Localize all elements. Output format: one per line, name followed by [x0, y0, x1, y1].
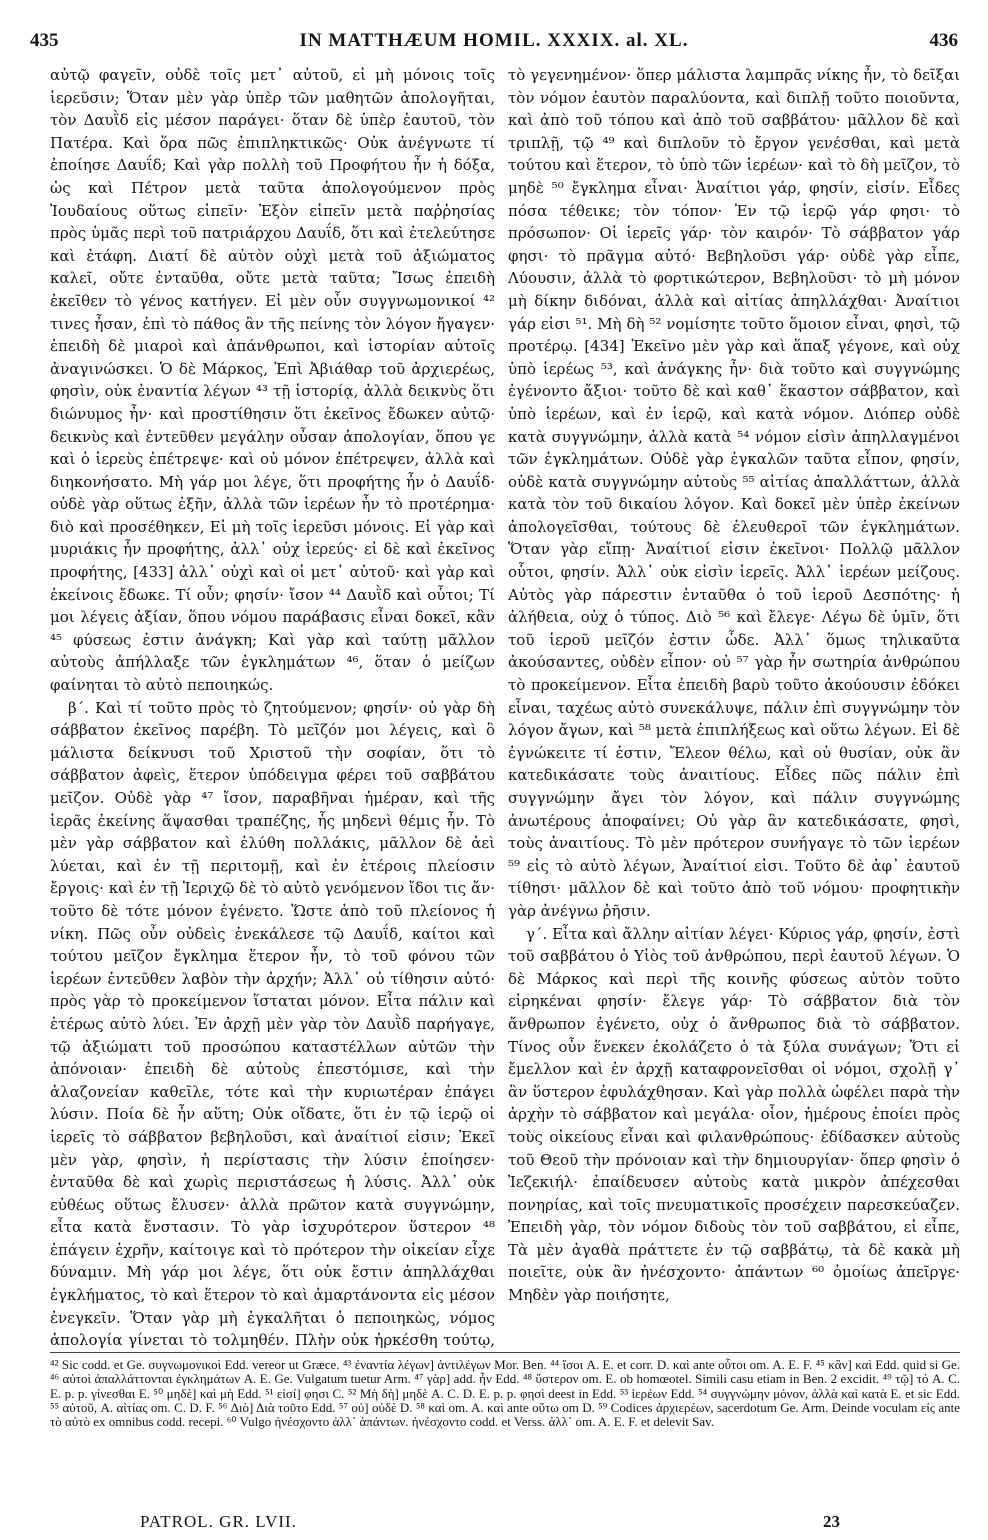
sheet-number: 23	[823, 1512, 840, 1531]
left-text-column	[50, 64, 495, 1349]
paragraph: αὐτῷ φαγεῖν, οὐδὲ τοῖς μετ᾽ αὐτοῦ, εἰ μὴ μόνοις τοῖς ἱερεῦσιν; Ὅταν μὲν γὰρ ὑπὲρ τῶν μαθητῶν ἀπολογῆται, τὸν Δαυῒδ εἰς μέσον παράγει· ὅταν δὲ ὑπὲρ ἑαυτοῦ, τὸν Πατέρα. Καὶ ὅρα πῶς ἐπιπληκτικῶς· Οὐκ ἀνέγνωτε τί ἐποίησε Δαυΐδ; Καὶ γὰρ πολλὴ τοῦ Προφήτου ἦν ἡ δόξα, ὡς καὶ Πέτρον μετὰ ταῦτα ἀπολογούμενον πρὸς Ἰουδαίους οὕτως εἰπεῖν· Ἐξὸν εἰπεῖν μετὰ παῤῥησίας πρὸς ὑμᾶς περὶ τοῦ πατριάρχου Δαυΐδ, ὅτι καὶ ἐτελεύτησε καὶ ἐτάφη. Διατί δὲ αὐτὸν οὐχὶ μετὰ τοῦ ἀξιώματος καλεῖ, οὔτε ἐνταῦθα, οὔτε μετὰ ταῦτα; Ἴσως ἐπειδὴ ἐκεῖθεν τὸ γένος κατήγεν. Εἰ μὲν οὖν συγγνωμονικοί ⁴² τινες ἦσαν, ἐπὶ τὸ πάθος ἂν τῆς πείνης τὸν λόγον ἤγαγεν· ἐπειδὴ δὲ μιαροὶ καὶ ἀπάνθρωποι, καὶ ἱστορίαν αὐτοῖς ἀναγινώσκει. Ὁ δὲ Μάρκος, Ἐπὶ Ἀβιάθαρ τοῦ ἀρχιερέως, φησὶν, οὐκ ἐναντία λέγων ⁴³ τῇ ἱστορίᾳ, ἀλλὰ δεικνὺς ὅτι διώνυμος ἦν· καὶ προστίθησιν ὅτι ἐκεῖνος ἔδωκεν αὐτῷ· δεικνὺς καὶ ἐντεῦθεν μεγάλην οὖσαν ἀπολογίαν, ὅπου γε καὶ ὁ ἱερεὺς ἐπέτρεψε· καὶ οὐ μόνον ἐπέτρεψεν, ἀλλὰ καὶ διηκονήσατο. Μὴ γάρ μοι λέγε, ὅτι προφήτης ἦν ὁ Δαυΐδ· οὐδὲ γὰρ οὕτως ἐξῆν, ἀλλὰ τῶν ἱερέων ἦν τὸ προτέρημα· διὸ καὶ προσέθηκεν, Εἰ μὴ τοῖς ἱερεῦσι μόνοις. Εἰ γὰρ καὶ μυριάκις ἦν προφήτης, ἀλλ᾽ οὐχ ἱερεύς· εἰ δὲ καὶ ἐκεῖνος προφήτης, [433] ἀλλ᾽ οὐχὶ καὶ οἱ μετ᾽ αὐτοῦ· καὶ γὰρ καὶ ἐκείνοις ἔδωκε. Τί οὖν; φησίν· ἴσον ⁴⁴ Δαυῒδ καὶ οὗτοι; Τί μοι λέγεις ἀξίαν, ὅπου νόμου παράβασις εἶναι δοκεῖ, κἂν ⁴⁵ φύσεως ἐστιν ἀνάγκη; Καὶ γὰρ καὶ ταύτῃ μᾶλλον αὐτοὺς ἀπήλλαξε τῶν ἐγκλημάτων ⁴⁶, ὅταν ὁ μείζων φαίνηται τὸ αὐτὸ πεποιηκώς.	[50, 66, 495, 695]
paragraph: β΄. Καὶ τί τοῦτο πρὸς τὸ ζητούμενον; φησίν· οὐ γὰρ δὴ σάββατον ἐκεῖνος παρέβη. Τὸ μεῖζόν μοι λέγεις, καὶ ὃ μάλιστα δείκνυσι τοῦ Χριστοῦ τὴν σοφίαν, ὅτι τὸ σάββατον ἀφεὶς, ἕτερον ὑπόδειγμα φέρει τοῦ σαββάτου μεῖζον. Οὐδὲ γὰρ ⁴⁷ ἴσον, παραβῆναι ἡμέραν, καὶ τῆς ἱερᾶς ἐκείνης ἅψασθαι τραπέζης, ἧς μηδενὶ θέμις ἦν. Τὸ μὲν γὰρ σάββατον καὶ ἐλύθη πολλάκις, μᾶλλον δὲ ἀεὶ λύεται, καὶ ἐν τῇ περιτομῇ, καὶ ἐν ἑτέροις πλείοσιν ἔργοις· καὶ ἐν τῇ Ἱεριχῷ δὲ τὸ αὐτὸ γενόμενον ἴδοι τις ἄν· τοῦτο δὲ τότε μόνον ἐγένετο. Ὥστε ἀπὸ τοῦ πλείονος ἡ νίκη. Πῶς οὖν οὐδεὶς ἐνεκάλεσε τῷ Δαυΐδ, καίτοι καὶ τούτου μεῖζον ἔγκλημα ἕτερον ἦν, τὸ τοῦ φόνου τῶν ἱερέων ἐντεῦθεν λαβὸν τὴν ἀρχήν; Ἀλλ᾽ οὐ τίθησιν αὐτό· πρὸς γὰρ τὸ προκείμενον ἵσταται μόνον. Εἶτα πάλιν καὶ ἑτέρως αὐτὸ λύει. Ἐν ἀρχῇ μὲν γὰρ τὸν Δαυῒδ παρήγαγε, τῷ ἀξιώματι τοῦ προσώπου καταστέλλων αὐτῶν τὴν ἀπόνοιαν· ἐπειδὴ δὲ αὐτοὺς ἐπεστόμισε, καὶ τὴν ἀλαζονείαν καθεῖλε, τότε καὶ τὴν κυριωτέραν ἐπάγει λύσιν. Ποία δὲ ἦν αὕτη; Οὐκ οἴδατε, ὅτι ἐν τῷ ἱερῷ οἱ ἱερεῖς τὸ σάββατον βεβηλοῦσι, καὶ ἀναίτιοί εἰσιν; Ἐκεῖ μὲν γὰρ, φησὶν, ἡ περίστασις τὴν λύσιν ἐποίησεν· ἐνταῦθα δὲ καὶ χωρὶς περιστάσεως ἡ λύσις. Ἀλλ᾽ οὐκ εὐθέως οὕτως ἔλυσεν· ἀλλὰ πρῶτον κατὰ συγγνώμην, εἶτα κατὰ ἔνστασιν. Τὸ γὰρ ἰσχυρότερον ὕστερον ⁴⁸ ἐπάγειν ἐχρῆν, καίτοιγε καὶ τὸ πρότερον τὴν οἰκείαν εἶχε δύναμιν. Μὴ γάρ μοι λέγε, ὅτι οὐκ ἔστιν ἀπηλλάχθαι ἐγκλήματος, τὸ καὶ ἕτερον τὸ καὶ ἁμαρτάνοντα εἰς μέσον ἐνεγκεῖν. Ὅταν γὰρ μὴ ἐγκαλῆται ὁ πεποιηκὼς, νόμος ἀπολογία γίνεται τὸ τολμηθέν. Πλὴν οὐκ ἠρκέσθη τούτῳ,	[50, 698, 495, 1349]
footnote-divider	[50, 1352, 960, 1353]
paragraph: γ΄. Εἶτα καὶ ἄλλην αἰτίαν λέγει· Κύριος γάρ, φησίν, ἐστὶ τοῦ σαββάτου ὁ Υἱὸς τοῦ ἀνθρώπου, περὶ ἑαυτοῦ λέγων. Ὁ δὲ Μάρκος καὶ περὶ τῆς κοινῆς φύσεως αὐτὸν τοῦτο εἰρηκέναι φησίν· ἔλεγε γάρ· Τὸ σάββατον διὰ τὸν ἄνθρωπον ἐγένετο, οὐχ ὁ ἄνθρωπος διὰ τὸ σάββατον. Τίνος οὖν ἕνεκεν ἐκολάζετο ὁ τὰ ξύλα συνάγων; Ὅτι εἰ ἔμελλον καὶ ἐν ἀρχῇ καταφρονεῖσθαι οἱ νόμοι, σχολῇ γ᾽ ἂν ὕστερον ἐφυλάχθησαν. Καὶ γὰρ πολλὰ ὠφέλει παρὰ τὴν ἀρχὴν τὸ σάββατον καὶ μεγάλα· οἷον, ἡμέρους ἐποίει πρὸς τοὺς οἰκείους εἶναι καὶ φιλανθρώπους· ἐδίδασκεν αὐτοὺς τοῦ Θεοῦ τὴν πρόνοιαν καὶ τὴν δημιουργίαν· ὅπερ φησὶν ὁ Ἰεζεκιήλ· ἐπαίδευσεν αὐτοὺς κατὰ μικρὸν ἀπέχεσθαι πονηρίας, καὶ τοῖς πνευματικοῖς προσέχειν παρεσκεύαζεν. Ἐπειδὴ γὰρ, τὸν νόμον διδοὺς τὸν τοῦ σαββάτου, εἰ εἶπε, Τὰ μὲν ἀγαθὰ πράττετε ἐν τῷ σαββάτῳ, τὰ δὲ κακὰ μὴ ποιεῖτε, οὐκ ἂν ἠνέσχοντο· ἁπάντων ⁶⁰ ὁμοίως ἀπεῖργε· Μηδὲν γὰρ ποιήσητε,	[508, 924, 960, 1305]
paragraph: τὸ γεγενημένον· ὅπερ μάλιστα λαμπρᾶς νίκης ἦν, τὸ δεῖξαι τὸν νόμον ἑαυτὸν παραλύοντα, καὶ διπλῇ τοῦτο ποιοῦντα, καὶ ἀπὸ τοῦ τόπου καὶ ἀπὸ τοῦ σαββάτου· μᾶλλον δὲ καὶ τριπλῇ, τῷ ⁴⁹ καὶ διπλοῦν τὸ ἔργον γενέσθαι, καὶ μετὰ τούτου καὶ ἕτερον, τὸ ὑπὸ τῶν ἱερέων· καὶ τὸ δὴ μεῖζον, τὸ μηδὲ ⁵⁰ ἔγκλημα εἶναι· Ἀναίτιοι γάρ, φησίν, εἰσίν. Εἶδες πόσα τέθεικε; τὸν τόπον· Ἐν τῷ ἱερῷ γάρ φησι· τὸ πρόσωπον· Οἱ ἱερεῖς γάρ· τὸν καιρόν· Τὸ σάββατον γάρ φησι· τὸ πρᾶγμα αὐτό· Βεβηλοῦσι γάρ· οὐδὲ γὰρ εἶπε, Λύουσιν, ἀλλὰ τὸ φορτικώτερον, Βεβηλοῦσι· τὸ μὴ μόνον μὴ δίκην διδόναι, ἀλλὰ καὶ αἰτίας ἀπηλλάχθαι· Ἀναίτιοι γάρ εἰσι ⁵¹. Μὴ δὴ ⁵² νομίσητε τοῦτο ὅμοιον εἶναι, φησὶ, τῷ προτέρῳ. [434] Ἐκεῖνο μὲν γὰρ καὶ ἅπαξ γέγονε, καὶ οὐχ ὑπὸ ἱερέως ⁵³, καὶ ἀνάγκης ἦν· διὰ τοῦτο καὶ συγγνώμης ἐγένοντο ἄξιοι· τοῦτο δὲ καὶ καθ᾽ ἕκαστον σάββατον, καὶ ὑπὸ ἱερέων, καὶ ἐν ἱερῷ, καὶ κατὰ νόμον. Διόπερ οὐδὲ κατὰ συγγνώμην, ἀλλὰ κατὰ ⁵⁴ νόμον εἰσὶν ἀπηλλαγμένοι τῶν ἐγκλημάτων. Οὐδὲ γὰρ ἐγκαλῶν ταῦτα εἶπον, φησίν, οὐδὲ κατὰ συγγνώμην αὐτοὺς ⁵⁵ αἰτίας ἀπαλλάττων, ἀλλὰ κατὰ τὸν τοῦ δικαίου λόγον. Καὶ δοκεῖ μὲν ὑπὲρ ἐκείνων ἀπολογεῖσθαι, τούτους δὲ ἐλευθεροῖ τῶν ἐγκλημάτων. Ὅταν γὰρ εἴπῃ· Ἀναίτιοί εἰσιν ἐκεῖνοι· Πολλῷ μᾶλλον οὗτοι, φησίν. Ἀλλ᾽ οὐκ εἰσὶν ἱερεῖς. Ἀλλ᾽ ἱερέων μείζους. Αὐτὸς γὰρ πάρεστιν ἐνταῦθα ὁ τοῦ ἱεροῦ Δεσπότης· ἡ ἀλήθεια, οὐχ ὁ τύπος. Διὸ ⁵⁶ καὶ ἔλεγε· Λέγω δὲ ὑμῖν, ὅτι τοῦ ἱεροῦ μεῖζόν ἐστιν ὧδε. Ἀλλ᾽ ὅμως τηλικαῦτα ἀκούσαντες, οὐδὲν εἶπον· οὐ ⁵⁷ γὰρ ἦν σωτηρία ἀνθρώπου τὸ προκείμενον. Εἶτα ἐπειδὴ βαρὺ τοῦτο ἀκούουσιν ἐδόκει εἶναι, ταχέως αὐτὸ συνεκάλυψε, πάλιν ἐπὶ συγγνώμην τὸν λόγον ἄγων, καὶ ⁵⁸ μετὰ ἐπιπλήξεως καὶ οὕτω λέγων. Εἰ δὲ ἐγνώκειτε τί ἐστιν, Ἔλεον θέλω, καὶ οὐ θυσίαν, οὐκ ἂν κατεδικάσατε τοὺς ἀναιτίους. Εἶδες πῶς πάλιν ἐπὶ συγγνώμην ἄγει τὸν λόγον, καὶ πάλιν συγγνώμης ἀνωτέρους ἀποφαίνει; Οὐ γὰρ ἂν κατεδικάσατε, φησὶ, τοὺς ἀναιτίους. Τὸ μὲν πρότερον συνήγαγε τὸ τῶν ἱερέων ⁵⁹ εἰς τὸ αὐτὸ λέγων, Ἀναίτιοί εἰσι. Τοῦτο δὲ ἀφ᾽ ἑαυτοῦ τίθησι· μᾶλλον δὲ καὶ τοῦτο ἀπὸ τοῦ νόμου· προφητικὴν γὰρ ἀνέγνω ῥῆσιν.	[508, 66, 960, 920]
running-title: IN MATTHÆUM HOMIL. XXXIX. al. XL.	[299, 30, 689, 51]
signature-mark: PATROL. GR. LVII.	[140, 1512, 297, 1531]
right-text-column	[508, 64, 960, 1349]
page-number-left: 435	[30, 30, 59, 51]
footnotes: ⁴² Sic codd. et Ge. συγνωμονικοὶ Edd. vereor ut Græce. ⁴³ ἐναντία λέγων] ἀντιλέγων Mor. Ben. ⁴⁴ ἴσοι A. E. et corr. D. καὶ ante οὗτοι om. A. E. F. ⁴⁵ κἂν] καὶ Edd. quid si Ge. ⁴⁶ αὐτοὶ ἀπαλλάττονται ἐγκλημάτων A. E. Ge. Vulgatum tuetur Arm. ⁴⁷ γὰρ] add. ἦν Edd. ⁴⁸ ὕστερον om. E. ob homœotel. Simili casu etiam in Ben. 2 excidit. ⁴⁹ τῷ] τό A. C. E. p. p. γίνεσθαι E. ⁵⁰ μηδὲ] καὶ μὴ Edd. ⁵¹ εἰσί] φησι C. ⁵² Μὴ δὴ] μηδὲ A. C. D. E. p. p. φησὶ deest in Edd. ⁵³ ἱερέων Edd. ⁵⁴ συγγνώμην μόνον, ἀλλὰ καὶ κατὰ E. et sic Edd. ⁵⁵ αὐτοῦ, A. αἰτίας om. C. D. F. ⁵⁶ Διὸ] Διὰ τοῦτο Edd. ⁵⁷ οὐ] οὐδὲ D. ⁵⁸ καὶ om. A. καὶ ante οὕτω om D. ⁵⁹ Codices ἀρχιερέων, sacerdotum Ge. Arm. Deinde voculam εἰς ante τὸ αὐτὸ ex omnibus codd. recepi. ⁶⁰ Vulgo ἠνέσχοντο ἀλλ᾽ ἁπάντων. ἠνέσχοντο codd. et Verss. ἀλλ᾽ om. A. E. F. et delevit Sav.	[50, 1358, 960, 1430]
running-header	[30, 30, 958, 58]
page-footer	[140, 1512, 840, 1536]
page-number-right: 436	[929, 30, 958, 51]
